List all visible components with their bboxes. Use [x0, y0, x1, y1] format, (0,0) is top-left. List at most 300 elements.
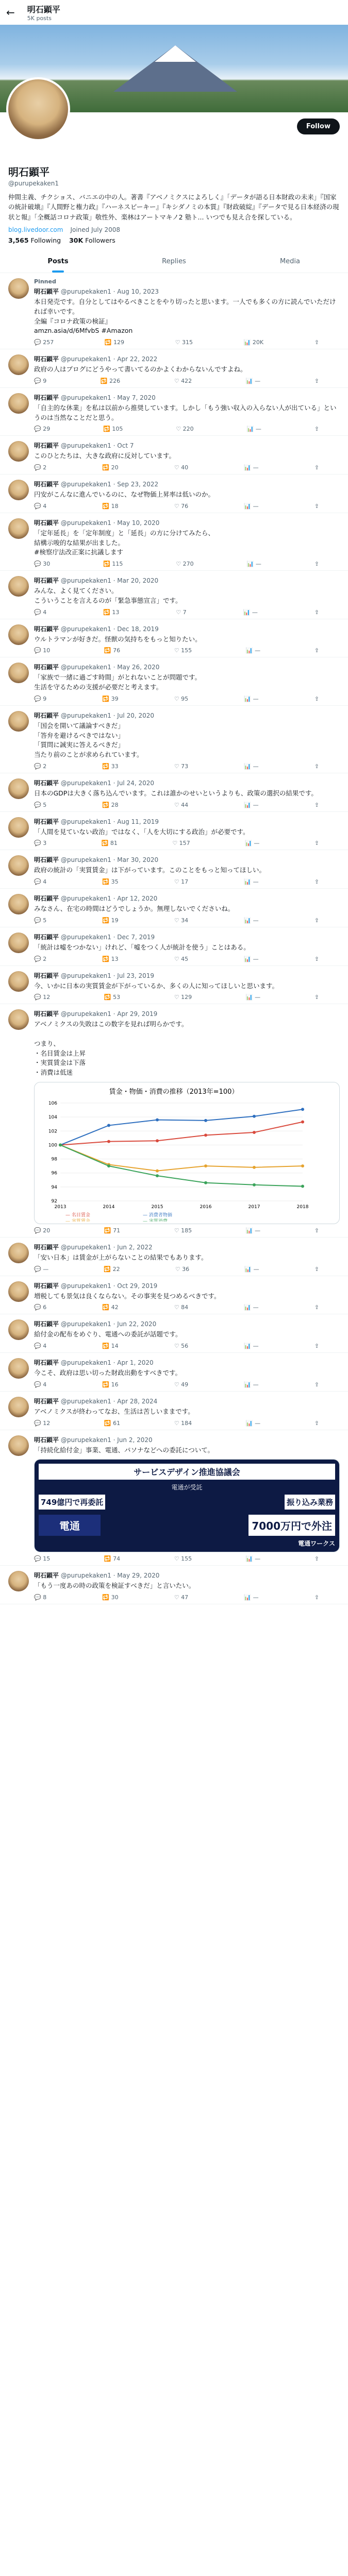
share-icon[interactable]: ⇪ — [314, 762, 319, 770]
tweet[interactable] — [0, 1353, 348, 1392]
y-tick-label: 106 — [48, 1100, 57, 1106]
retweet-icon[interactable]: 🔁 19 — [102, 917, 119, 924]
reply-icon[interactable]: 💬 2 — [34, 464, 47, 471]
tweet-header — [34, 1281, 340, 1290]
tweet-handle-date: @purupekaken1 · Jun 22, 2020 — [60, 1320, 157, 1328]
retweet-icon[interactable]: 🔁 53 — [104, 994, 121, 1001]
avatar[interactable] — [8, 518, 29, 539]
retweet-icon[interactable]: 🔁 42 — [102, 1304, 119, 1311]
tweet-actions — [34, 1381, 340, 1388]
like-icon[interactable]: ♡ 17 — [174, 878, 189, 886]
y-tick-label: 100 — [48, 1143, 57, 1148]
views-icon[interactable]: 📊 — — [244, 502, 259, 510]
views-icon[interactable]: 📊 — — [244, 762, 259, 770]
tweet-author[interactable]: 明石顕平 — [34, 355, 59, 363]
tweet[interactable] — [0, 927, 348, 966]
share-icon[interactable]: ⇪ — [314, 801, 319, 808]
tweet-author[interactable]: 明石顕平 — [34, 972, 59, 979]
tweet-author[interactable]: 明石顕平 — [34, 442, 59, 450]
profile-name: 明石顕平 — [8, 166, 49, 178]
tweet-header — [34, 393, 340, 402]
like-icon[interactable]: ♡ 44 — [174, 801, 189, 808]
poster-dentsu: 電通 — [39, 1515, 101, 1536]
like-icon[interactable]: ♡ 45 — [174, 955, 189, 962]
tweet-handle-date: @purupekaken1 · May 26, 2020 — [60, 664, 160, 671]
tweet-author[interactable]: 明石顕平 — [34, 711, 59, 719]
views-icon[interactable]: 📊 — — [244, 1265, 259, 1273]
tweet-text: 政府の人はブログにどうやって書いてるのかよくわからないんですよね。 — [34, 365, 247, 374]
tweet-header — [34, 576, 340, 585]
tweet[interactable] — [0, 706, 348, 773]
tweet-author[interactable]: 明石顕平 — [34, 1320, 59, 1328]
tweet-handle-date: @purupekaken1 · Aug 10, 2023 — [60, 288, 159, 296]
views-icon[interactable]: 📊 — — [244, 878, 259, 886]
retweet-icon[interactable]: 🔁 35 — [102, 878, 119, 886]
retweet-icon[interactable]: 🔁 33 — [102, 762, 119, 770]
like-icon[interactable]: ♡ 40 — [174, 464, 189, 471]
poster-image[interactable] — [34, 1459, 340, 1552]
avatar[interactable] — [8, 1435, 29, 1456]
data-point — [156, 1139, 159, 1142]
back-arrow-icon[interactable]: ← — [6, 6, 15, 19]
following-count[interactable]: 3,565 Following — [8, 236, 61, 245]
like-icon[interactable]: ♡ 157 — [172, 840, 190, 847]
views-icon[interactable]: 📊 — — [244, 1594, 259, 1601]
views-icon[interactable]: 📊 — — [244, 801, 259, 808]
retweet-icon[interactable]: 🔁 71 — [104, 1227, 121, 1234]
share-icon[interactable]: ⇪ — [314, 1555, 319, 1563]
tweet-actions — [34, 1420, 340, 1427]
retweet-icon[interactable]: 🔁 14 — [102, 1343, 119, 1350]
tweet-handle-date: @purupekaken1 · Jun 2, 2020 — [60, 1436, 153, 1444]
tweet-actions — [34, 647, 340, 654]
reply-icon[interactable]: 💬 9 — [34, 695, 47, 702]
retweet-icon[interactable]: 🔁 30 — [102, 1594, 119, 1601]
retweet-icon[interactable]: 🔁 13 — [103, 608, 120, 616]
tweet-author[interactable]: 明石顕平 — [34, 625, 59, 633]
tweet-handle-date: @purupekaken1 · Mar 20, 2020 — [60, 577, 159, 585]
tweet[interactable] — [0, 889, 348, 927]
share-icon[interactable]: ⇪ — [314, 878, 319, 886]
poster-line2: 749億円で再委託 — [39, 1495, 105, 1510]
tweet[interactable] — [0, 1430, 348, 1566]
avatar[interactable] — [8, 1243, 29, 1263]
share-icon[interactable]: ⇪ — [314, 1227, 319, 1234]
views-icon[interactable]: 📊 — — [244, 955, 259, 962]
avatar[interactable] — [8, 1571, 29, 1591]
share-icon[interactable]: ⇪ — [314, 377, 319, 384]
tweet-text: 「統計は嘘をつかない」けれど、「嘘をつく人が統計を使う」ことはある。 — [34, 943, 250, 951]
tweet-handle-date: @purupekaken1 · Aug 11, 2019 — [60, 818, 159, 825]
like-icon[interactable]: ♡ 7 — [176, 608, 187, 616]
avatar[interactable] — [8, 855, 29, 876]
series-line — [60, 1145, 303, 1171]
reply-icon[interactable]: 💬 30 — [34, 561, 51, 568]
avatar[interactable] — [8, 817, 29, 838]
tweet-text: 政府の統計の「実質賃金」は下がっています。このことをもっと知ってほしい。 — [34, 866, 266, 874]
reply-icon[interactable]: 💬 4 — [34, 1343, 47, 1350]
tweet-actions — [34, 1343, 340, 1349]
data-point — [204, 1181, 207, 1184]
tweet[interactable] — [0, 1004, 348, 1238]
tweet-actions — [34, 1594, 340, 1601]
poster-line1: 電通が受託 — [171, 1484, 203, 1492]
profile-avatar[interactable] — [6, 77, 70, 141]
reply-icon[interactable]: 💬 — — [34, 1265, 49, 1273]
tweet[interactable] — [0, 657, 348, 706]
tweet-author[interactable]: 明石顕平 — [34, 1282, 59, 1290]
reply-icon[interactable]: 💬 3 — [34, 840, 47, 847]
views-icon[interactable]: 📊 — — [244, 1343, 259, 1350]
views-icon[interactable]: 📊 — — [244, 1381, 259, 1388]
data-point — [253, 1183, 256, 1187]
share-icon[interactable]: ⇪ — [314, 608, 319, 616]
avatar[interactable] — [8, 1009, 29, 1030]
tweet-header — [34, 933, 340, 941]
views-icon[interactable]: 📊 — — [245, 994, 261, 1001]
tweet-body — [34, 624, 340, 654]
tweet[interactable] — [0, 1238, 348, 1276]
like-icon[interactable]: ♡ 95 — [174, 695, 189, 702]
retweet-icon[interactable]: 🔁 39 — [102, 695, 119, 702]
reply-icon[interactable]: 💬 2 — [34, 762, 47, 770]
tweet-actions — [34, 994, 340, 1001]
tweet[interactable] — [0, 349, 348, 388]
tweet-text: 「自主的な休業」を私は以前から推奨しています。しかし「もう強い収入の入らない人が出ている」というのは当然なことだと思う。 — [34, 403, 337, 421]
tweet-actions — [34, 1555, 340, 1562]
tweet-author[interactable]: 明石顕平 — [34, 779, 59, 787]
reply-icon[interactable]: 💬 29 — [34, 426, 51, 433]
tweet-actions — [34, 1227, 340, 1234]
tweet-body — [34, 855, 340, 885]
reply-icon[interactable]: 💬 12 — [34, 994, 51, 1001]
like-icon[interactable]: ♡ 73 — [174, 762, 189, 770]
mountain-snow — [155, 45, 196, 62]
views-icon[interactable]: 📊 — — [245, 1419, 261, 1427]
tweet[interactable] — [0, 966, 348, 1005]
followers-count[interactable]: 30K Followers — [69, 236, 115, 245]
views-icon[interactable]: 📊 — — [245, 840, 260, 847]
tweet-text: 「人間を見ていない政治」ではなく、「人を大切にする政治」が必要です。 — [34, 827, 250, 836]
tweet-handle-date: @purupekaken1 · Jun 2, 2022 — [60, 1243, 153, 1251]
timeline — [0, 273, 348, 1604]
tweet-header — [34, 1571, 340, 1580]
like-icon[interactable]: ♡ 76 — [174, 502, 189, 510]
tweet-handle-date: @purupekaken1 · Oct 7 — [60, 442, 134, 450]
tweet[interactable] — [0, 1314, 348, 1353]
data-point — [156, 1118, 159, 1121]
retweet-icon[interactable]: 🔁 61 — [104, 1419, 121, 1427]
share-icon[interactable]: ⇪ — [314, 464, 319, 471]
avatar[interactable] — [8, 393, 29, 414]
avatar[interactable] — [8, 624, 29, 645]
retweet-icon[interactable]: 🔁 16 — [102, 1381, 119, 1388]
tweet-body — [34, 1281, 340, 1311]
share-icon[interactable]: ⇪ — [314, 502, 319, 510]
data-point — [156, 1170, 159, 1173]
data-point — [204, 1133, 207, 1137]
legend-entry: — 実質賃金 — [65, 1218, 90, 1222]
avatar[interactable] — [8, 480, 29, 500]
data-point — [156, 1174, 159, 1177]
tweet-author[interactable]: 明石顕平 — [34, 856, 59, 864]
reply-icon[interactable]: 💬 4 — [34, 608, 47, 616]
reply-icon[interactable]: 💬 8 — [34, 1594, 47, 1601]
tweet-handle-date: @purupekaken1 · Apr 28, 2024 — [60, 1397, 158, 1405]
tweet[interactable] — [0, 474, 348, 513]
like-icon[interactable]: ♡ 184 — [174, 1419, 192, 1427]
tweet-text: 本日発売です。自分としてはやるべきことをやり切ったと思います。一人でも多くの方に読んでいただければ幸いです。 全編『コロナ政策の検証』 amzn.asia/d/6MfvbS #Amazon — [34, 298, 336, 335]
tweet-actions — [34, 561, 340, 567]
tweet-text: 給付金の配布をめぐり、電通への委託が話題です。 — [34, 1330, 182, 1338]
reply-icon[interactable]: 💬 5 — [34, 801, 47, 808]
tweet[interactable] — [0, 273, 348, 349]
avatar[interactable] — [8, 1281, 29, 1302]
reply-icon[interactable]: 💬 15 — [34, 1555, 51, 1563]
tweet-author[interactable]: 明石顕平 — [34, 895, 59, 903]
share-icon[interactable]: ⇪ — [314, 339, 319, 346]
reply-icon[interactable]: 💬 4 — [34, 1381, 47, 1388]
share-icon[interactable]: ⇪ — [314, 695, 319, 702]
avatar[interactable] — [8, 1358, 29, 1379]
reply-icon[interactable]: 💬 10 — [34, 647, 51, 654]
data-point — [107, 1124, 110, 1127]
tweet-body — [34, 518, 340, 567]
reply-icon[interactable]: 💬 20 — [34, 1227, 51, 1234]
share-icon[interactable]: ⇪ — [314, 1419, 319, 1427]
views-icon[interactable]: 📊 — — [245, 377, 261, 384]
tweet-author[interactable]: 明石顕平 — [34, 288, 59, 296]
share-icon[interactable]: ⇪ — [314, 647, 319, 654]
like-icon[interactable]: ♡ 47 — [174, 1594, 189, 1601]
chart-title: 賃金・物価・消費の推移（2013年=100） — [109, 1088, 239, 1096]
chart-image[interactable] — [34, 1082, 340, 1224]
share-icon[interactable]: ⇪ — [314, 561, 319, 568]
avatar[interactable] — [8, 711, 29, 732]
y-tick-label: 98 — [51, 1157, 57, 1162]
tweet-header — [34, 663, 340, 671]
avatar[interactable] — [8, 663, 29, 683]
y-tick-label: 96 — [51, 1171, 57, 1176]
like-icon[interactable]: ♡ 36 — [175, 1265, 190, 1273]
tweet-handle-date: @purupekaken1 · Jul 24, 2020 — [60, 779, 155, 787]
like-icon[interactable]: ♡ 155 — [174, 1555, 192, 1563]
tweet-text: 今こそ、政府は思い切った財政出動をすべきです。 — [34, 1369, 182, 1377]
reply-icon[interactable]: 💬 5 — [34, 917, 47, 924]
tweet-text: 「国会を開いて議論すべきだ」 「答弁を避けるべきではない」 「質問に誠実に答えるべきだ」 当たり前のことが求められています。 — [34, 721, 143, 759]
tweet-text: 増税しても景気は良くならない。その事実を見つめるべきです。 — [34, 1292, 221, 1300]
tweet[interactable] — [0, 513, 348, 571]
reply-icon[interactable]: 💬 12 — [34, 1419, 51, 1427]
views-icon[interactable]: 📊 — — [243, 608, 258, 616]
tab-posts[interactable]: Posts — [0, 250, 116, 273]
share-icon[interactable]: ⇪ — [314, 1304, 319, 1311]
views-icon[interactable]: 📊 — — [245, 647, 261, 654]
tweet-author[interactable]: 明石顕平 — [34, 1436, 59, 1444]
x-tick-label: 2017 — [248, 1204, 260, 1210]
like-icon[interactable]: ♡ 185 — [174, 1227, 192, 1234]
share-icon[interactable]: ⇪ — [314, 426, 319, 433]
tweet-author[interactable]: 明石顕平 — [34, 481, 59, 488]
tweet-author[interactable]: 明石顕平 — [34, 1243, 59, 1251]
retweet-icon[interactable]: 🔁 22 — [104, 1265, 120, 1273]
tweet[interactable] — [0, 1276, 348, 1315]
tweet-header — [34, 1397, 340, 1405]
data-point — [301, 1184, 304, 1188]
tweet-body — [34, 1397, 340, 1427]
tweet-author[interactable]: 明石顕平 — [34, 1010, 59, 1018]
follow-button[interactable]: Follow — [297, 118, 340, 134]
tweet-header — [34, 894, 340, 903]
like-icon[interactable]: ♡ 315 — [175, 339, 193, 346]
avatar[interactable] — [8, 278, 29, 299]
poster-dentsu2: 電通ワークス — [298, 1540, 335, 1548]
tweet[interactable] — [0, 1392, 348, 1430]
avatar[interactable] — [8, 441, 29, 462]
profile-link[interactable]: blog.livedoor.com — [8, 226, 63, 234]
data-point — [301, 1121, 304, 1124]
tweet-text: 「安い日本」は賃金が上がらないことの結果でもあります。 — [34, 1253, 208, 1261]
tweet[interactable] — [0, 812, 348, 851]
tweet-author[interactable]: 明石顕平 — [34, 519, 59, 527]
tweet-author[interactable]: 明石顕平 — [34, 1397, 59, 1405]
tweet-handle-date: @purupekaken1 · May 7, 2020 — [60, 394, 156, 401]
views-icon[interactable]: 📊 — — [245, 1555, 261, 1563]
tweet[interactable] — [0, 571, 348, 619]
views-icon[interactable]: 📊 20K — [243, 339, 264, 346]
avatar[interactable] — [8, 1397, 29, 1417]
data-point — [253, 1131, 256, 1134]
tweet-author[interactable]: 明石顕平 — [34, 1359, 59, 1367]
share-icon[interactable]: ⇪ — [314, 1381, 319, 1388]
like-icon[interactable]: ♡ 129 — [174, 994, 192, 1001]
tweet-header — [34, 518, 340, 527]
profile-joined: Joined July 2008 — [70, 226, 121, 234]
views-icon[interactable]: 📊 — — [246, 426, 261, 433]
tweet-header — [34, 1009, 340, 1018]
tweet[interactable] — [0, 1566, 348, 1604]
like-icon[interactable]: ♡ 422 — [174, 377, 192, 384]
share-icon[interactable]: ⇪ — [314, 1265, 319, 1273]
tweet-author[interactable]: 明石顕平 — [34, 394, 59, 401]
views-icon[interactable]: 📊 — — [246, 561, 261, 568]
tweet-author[interactable]: 明石顕平 — [34, 933, 59, 941]
retweet-icon[interactable]: 🔁 13 — [102, 955, 119, 962]
tweet-author[interactable]: 明石顕平 — [34, 818, 59, 825]
avatar[interactable] — [8, 933, 29, 953]
tweet-actions — [34, 503, 340, 510]
like-icon[interactable]: ♡ 220 — [176, 426, 194, 433]
share-icon[interactable]: ⇪ — [314, 994, 319, 1001]
views-icon[interactable]: 📊 — — [244, 917, 259, 924]
share-icon[interactable]: ⇪ — [314, 917, 319, 924]
share-icon[interactable]: ⇪ — [314, 840, 319, 847]
tweet-handle-date: @purupekaken1 · Dec 7, 2019 — [60, 933, 155, 941]
retweet-icon[interactable]: 🔁 129 — [104, 339, 125, 346]
tab-media[interactable]: Media — [279, 258, 301, 266]
reply-icon[interactable]: 💬 257 — [34, 339, 54, 346]
tweet-text: みなさん、在宅の時間はどうでしょうか。無理しないでくださいね。 — [34, 905, 235, 913]
tweet[interactable] — [0, 436, 348, 474]
retweet-icon[interactable]: 🔁 115 — [103, 561, 123, 568]
tweet-text: 日本のGDPは大きく落ち込んでいます。これは誰かのせいというよりも、政策の選択の結果です。 — [34, 789, 318, 797]
like-icon[interactable]: ♡ 34 — [174, 917, 189, 924]
avatar[interactable] — [8, 354, 29, 375]
legend-entry: — 実質消費 — [143, 1218, 168, 1222]
tweet[interactable] — [0, 773, 348, 812]
tweet-header — [34, 855, 340, 864]
views-icon[interactable]: 📊 — — [244, 464, 259, 471]
tweet-text: 「持続化給付金」事業、電通、パソナなどへの委託について。 — [34, 1446, 214, 1454]
tweet-header — [34, 480, 340, 488]
like-icon[interactable]: ♡ 270 — [176, 561, 194, 568]
tweet-text: アベノミクスが終わってなお、生活は苦しいままです。 — [34, 1407, 194, 1415]
tweet-author[interactable]: 明石顕平 — [34, 1572, 59, 1580]
views-icon[interactable]: 📊 — — [245, 1227, 261, 1234]
avatar[interactable] — [8, 576, 29, 597]
tweet[interactable] — [0, 850, 348, 889]
retweet-icon[interactable]: 🔁 226 — [100, 377, 121, 384]
retweet-icon[interactable]: 🔁 20 — [102, 464, 119, 471]
share-icon[interactable]: ⇪ — [314, 955, 319, 962]
tweet-author[interactable]: 明石顕平 — [34, 577, 59, 585]
tweet-text: 円安がこんなに進んでいるのに、なぜ物価上昇率は低いのか。 — [34, 490, 215, 499]
retweet-icon[interactable]: 🔁 74 — [104, 1555, 121, 1563]
reply-icon[interactable]: 💬 6 — [34, 1304, 47, 1311]
tweet[interactable] — [0, 388, 348, 436]
share-icon[interactable]: ⇪ — [314, 1594, 319, 1601]
retweet-icon[interactable]: 🔁 76 — [104, 647, 121, 654]
tweet-body — [34, 778, 340, 808]
like-icon[interactable]: ♡ 49 — [174, 1381, 189, 1388]
reply-icon[interactable]: 💬 9 — [34, 377, 47, 384]
tweet-body — [34, 1243, 340, 1273]
tweet-author[interactable]: 明石顕平 — [34, 664, 59, 671]
tab-replies[interactable]: Replies — [162, 258, 186, 266]
like-icon[interactable]: ♡ 56 — [174, 1343, 189, 1350]
tweet-actions — [34, 464, 340, 471]
tweet-handle-date: @purupekaken1 · Apr 29, 2019 — [60, 1010, 158, 1018]
x-tick-label: 2013 — [54, 1204, 67, 1210]
avatar[interactable] — [8, 1319, 29, 1340]
reply-icon[interactable]: 💬 4 — [34, 878, 47, 886]
like-icon[interactable]: ♡ 155 — [174, 647, 192, 654]
tweet-header — [34, 778, 340, 787]
avatar[interactable] — [8, 971, 29, 992]
reply-icon[interactable]: 💬 4 — [34, 502, 47, 510]
retweet-icon[interactable]: 🔁 28 — [102, 801, 119, 808]
reply-icon[interactable]: 💬 2 — [34, 955, 47, 962]
views-icon[interactable]: 📊 — — [244, 1304, 259, 1311]
avatar[interactable] — [8, 778, 29, 799]
retweet-icon[interactable]: 🔁 105 — [103, 426, 123, 433]
tweet[interactable] — [0, 619, 348, 658]
retweet-icon[interactable]: 🔁 18 — [102, 502, 119, 510]
tweet-body — [34, 278, 340, 346]
x-tick-label: 2014 — [103, 1204, 115, 1210]
retweet-icon[interactable]: 🔁 81 — [101, 840, 118, 847]
tweet-header — [34, 971, 340, 980]
tweet-body — [34, 1571, 340, 1601]
data-point — [59, 1143, 62, 1146]
tweet-header — [34, 1435, 340, 1444]
like-icon[interactable]: ♡ 84 — [174, 1304, 189, 1311]
tweet-actions — [34, 917, 340, 924]
avatar[interactable] — [8, 894, 29, 914]
share-icon[interactable]: ⇪ — [314, 1343, 319, 1350]
x-tick-label: 2015 — [151, 1204, 163, 1210]
views-icon[interactable]: 📊 — — [244, 695, 259, 702]
